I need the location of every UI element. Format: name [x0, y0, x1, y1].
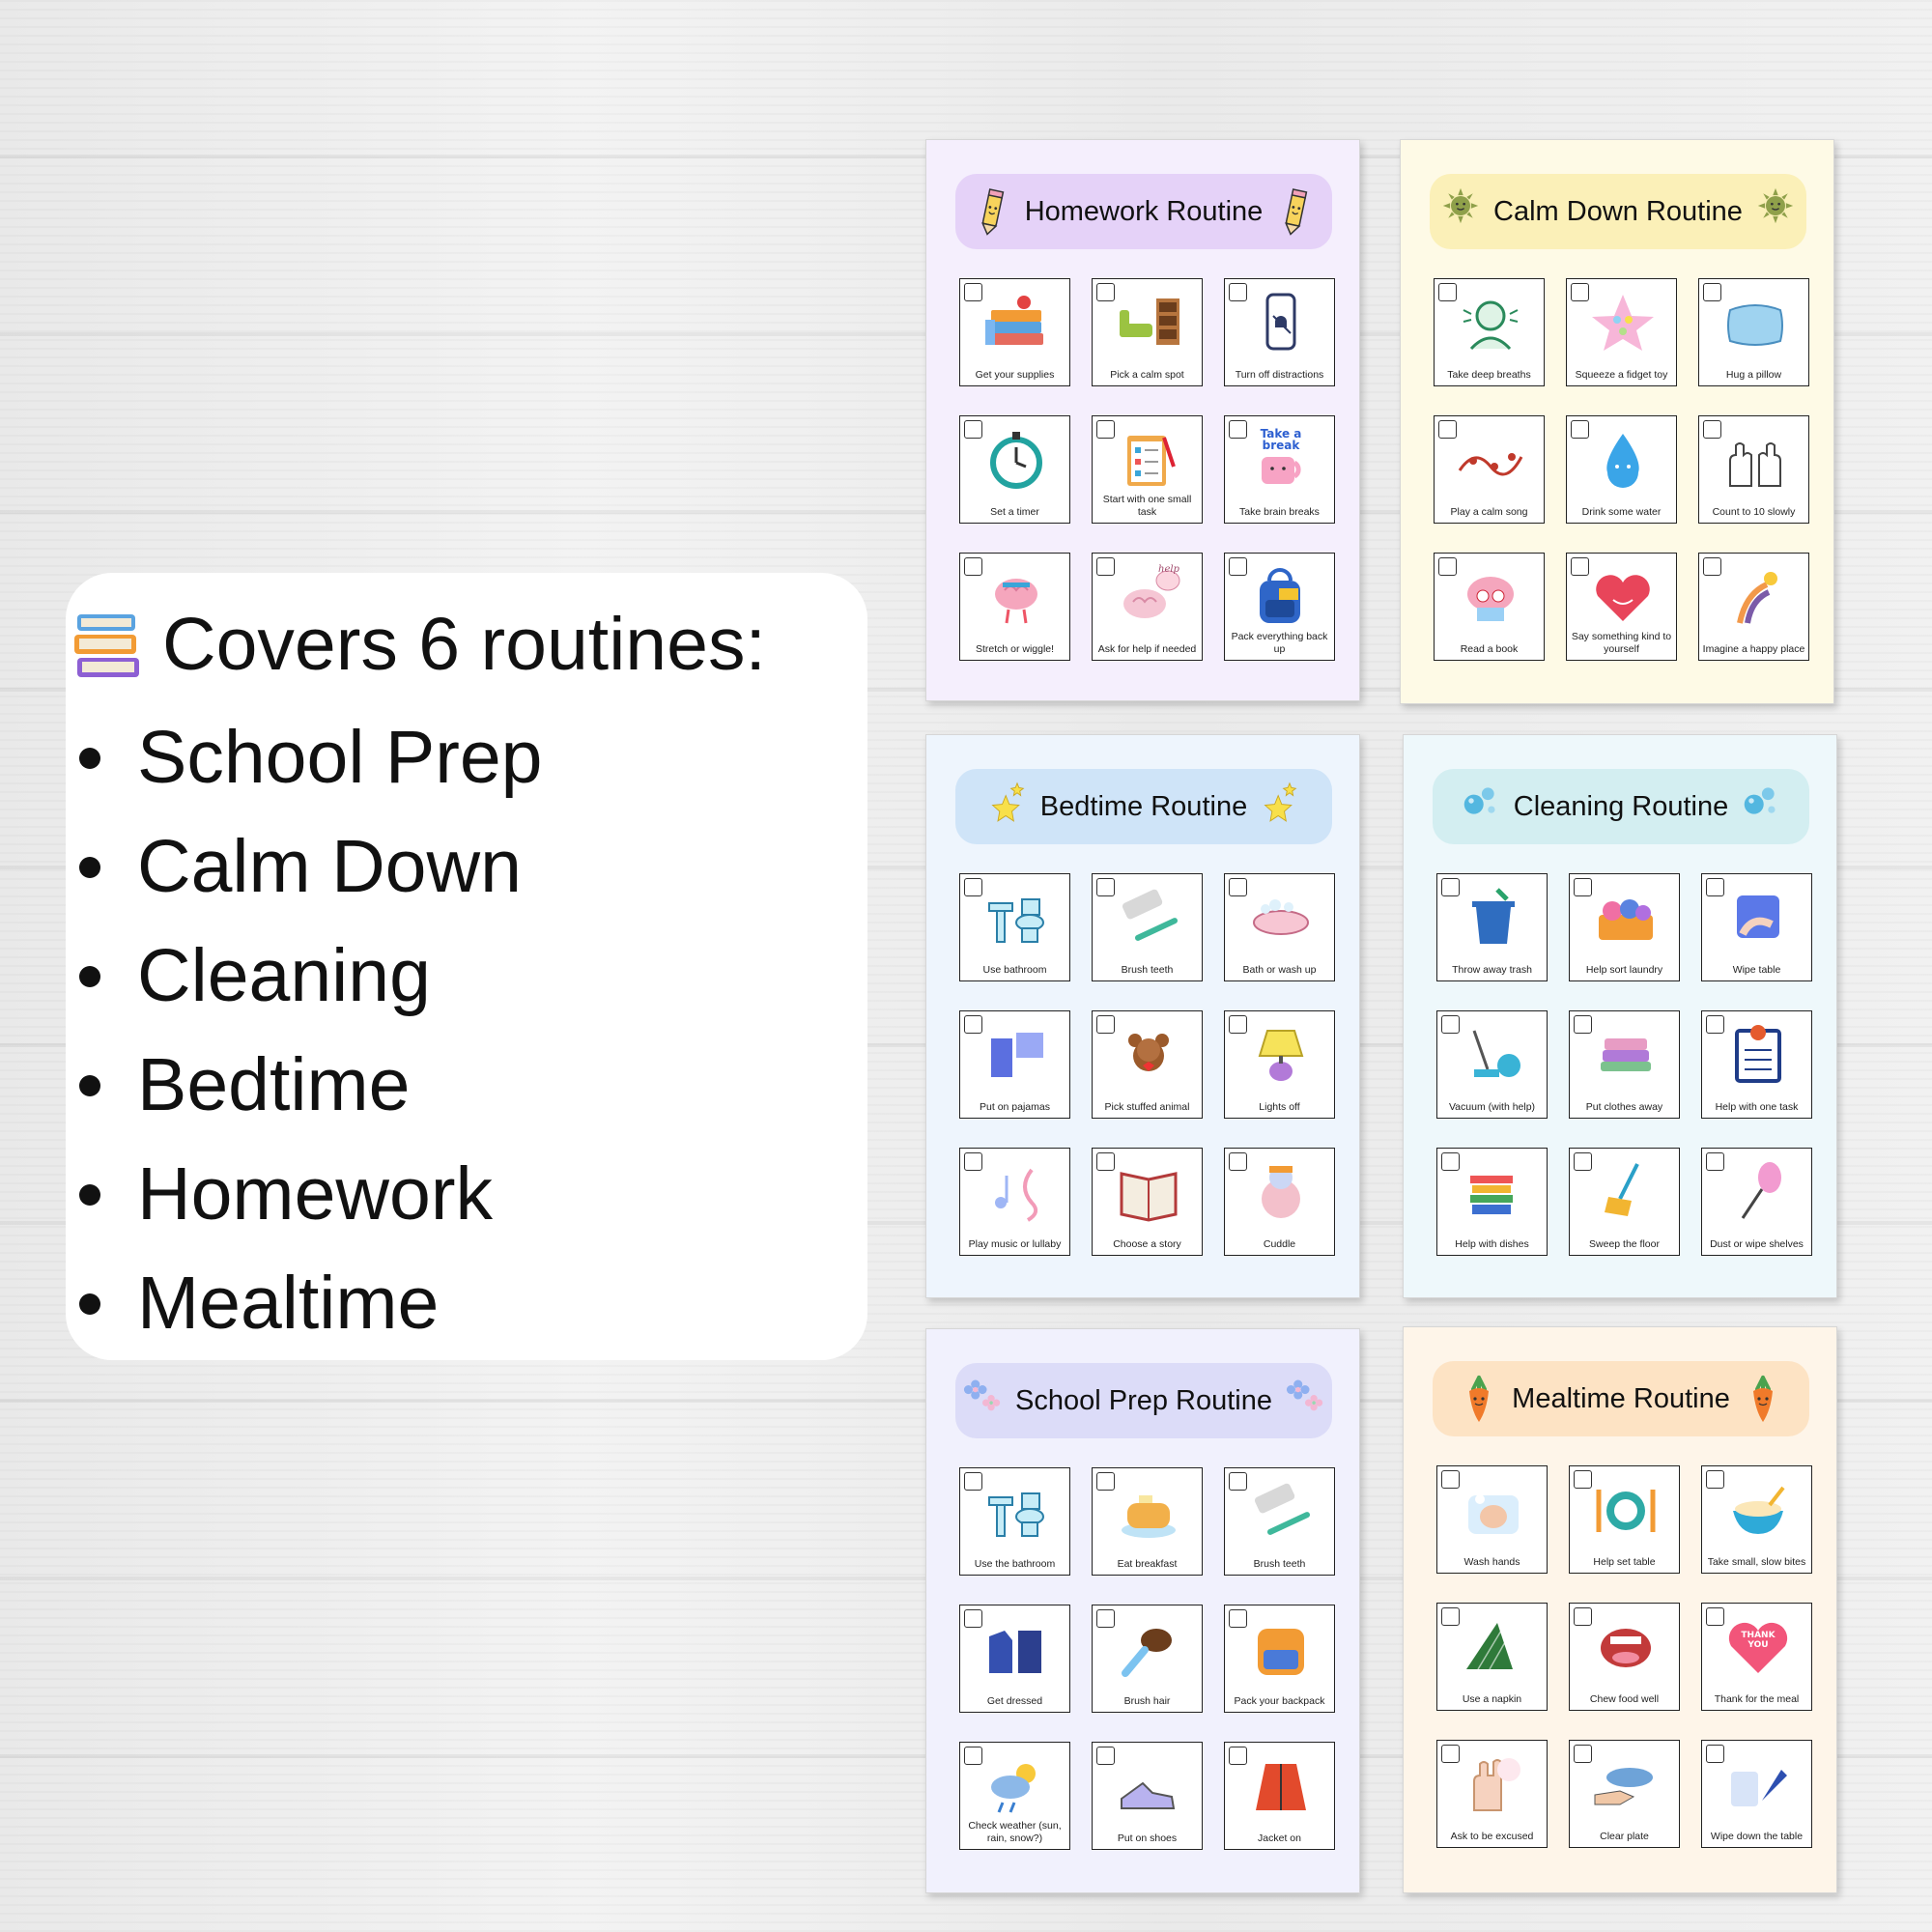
task-checkbox[interactable]: [964, 420, 982, 439]
timer-icon: [981, 426, 1051, 492]
task-checkbox[interactable]: [1096, 1015, 1115, 1034]
task-checkbox[interactable]: [1441, 1152, 1460, 1171]
routine-task-tile: [1701, 873, 1812, 981]
vacuum-illustration: [1459, 1021, 1528, 1087]
task-checkbox[interactable]: [1229, 1609, 1247, 1628]
task-label: Eat breakfast: [1117, 1558, 1178, 1570]
wipe-cloth-illustration: [1723, 884, 1793, 950]
task-label: Ask to be excused: [1450, 1831, 1534, 1842]
task-checkbox[interactable]: [1096, 1609, 1115, 1628]
task-label: Jacket on: [1258, 1833, 1301, 1844]
reading-brain-illustration: [1456, 563, 1525, 629]
cleaning-routine-card: [1403, 734, 1837, 1298]
task-label: Pick a calm spot: [1110, 369, 1184, 381]
task-checkbox[interactable]: [1229, 1015, 1247, 1034]
task-checkbox[interactable]: [1441, 1470, 1460, 1489]
task-label: Turn off distractions: [1235, 369, 1324, 381]
task-checkbox[interactable]: [1703, 557, 1721, 576]
task-label: Check weather (sun, rain, snow?): [968, 1820, 1062, 1844]
task-label: Help with one task: [1715, 1101, 1799, 1113]
bullet-icon: [79, 1184, 100, 1206]
hairbrush-illustration: [1114, 1615, 1183, 1681]
bullet-icon: [79, 748, 100, 769]
routine-task-tile: [1698, 415, 1809, 524]
clear-plate-illustration: [1591, 1750, 1661, 1816]
task-label: Choose a story: [1113, 1238, 1181, 1250]
sneakers-illustration: [1114, 1752, 1183, 1818]
routine-task-tile: [959, 1742, 1070, 1850]
card-header: [1433, 769, 1809, 844]
school-prep-routine-card: [925, 1328, 1360, 1893]
task-label: Stretch or wiggle!: [975, 643, 1055, 655]
list-item: [75, 703, 542, 812]
calm-down-routine-card: [1400, 139, 1834, 704]
task-label: Put on shoes: [1117, 1833, 1178, 1844]
spray-wipe-illustration: [1723, 1750, 1793, 1816]
task-checkbox[interactable]: [1441, 878, 1460, 896]
task-label: Count to 10 slowly: [1712, 506, 1796, 518]
routine-task-tile: [1436, 1010, 1548, 1119]
bubbles-icon: [1462, 781, 1500, 832]
task-checkbox[interactable]: [1574, 1607, 1592, 1626]
muted-phone-icon: [1246, 289, 1316, 355]
task-label: Vacuum (with help): [1448, 1101, 1536, 1113]
task-label: Take small, slow bites: [1707, 1556, 1806, 1568]
task-clipboard-illustration: [1723, 1021, 1793, 1087]
routine-task-tile: [1569, 1148, 1680, 1256]
stars-icon: [988, 781, 1027, 832]
task-checkbox[interactable]: [1706, 878, 1724, 896]
routine-task-tile: [959, 553, 1070, 661]
routine-task-tile: [1436, 1465, 1548, 1574]
list-item: [75, 1140, 542, 1249]
routine-task-tile: [1434, 278, 1545, 386]
task-checkbox[interactable]: [1441, 1015, 1460, 1034]
calm-spot-illustration: [1114, 289, 1183, 355]
sun-icon: [1441, 186, 1480, 237]
task-checkbox[interactable]: [964, 557, 982, 576]
task-label: Use a napkin: [1462, 1693, 1522, 1705]
bullet-icon: [79, 1293, 100, 1315]
routine-task-tile: [959, 278, 1070, 386]
napkin-illustration: [1459, 1613, 1528, 1679]
help-bubble-text: help: [1158, 564, 1179, 575]
routine-task-tile: [1566, 553, 1677, 661]
bullet-icon: [79, 966, 100, 987]
routine-task-tile: [1224, 873, 1335, 981]
bedtime-routine-card: [925, 734, 1360, 1298]
happy-place-illustration: [1720, 563, 1790, 629]
task-checkbox[interactable]: [1706, 1470, 1724, 1489]
task-checkbox[interactable]: [1096, 878, 1115, 896]
task-checkbox[interactable]: [1706, 1015, 1724, 1034]
toothbrush-illustration: [1246, 1478, 1316, 1544]
list-item-label: Bedtime: [137, 1043, 411, 1126]
task-label: Sweep the floor: [1589, 1238, 1660, 1250]
task-list-illustration: [1114, 426, 1183, 492]
fidget-toy-illustration: [1588, 289, 1658, 355]
routine-task-tile: [1224, 278, 1335, 386]
task-checkbox[interactable]: [964, 1747, 982, 1765]
task-label: Use bathroom: [982, 964, 1047, 976]
routine-task-tile: [1566, 278, 1677, 386]
card-header: [955, 174, 1332, 249]
task-checkbox[interactable]: [1229, 557, 1247, 576]
task-label: Wipe down the table: [1710, 1831, 1804, 1842]
task-label: Put clothes away: [1585, 1101, 1663, 1113]
task-checkbox[interactable]: [1096, 420, 1115, 439]
task-label: Drink some water: [1581, 506, 1662, 518]
card-header: [1430, 174, 1806, 249]
card-header: [955, 1363, 1332, 1438]
breathing-illustration: [1456, 289, 1525, 355]
routine-task-tile: [1224, 1148, 1335, 1256]
routine-task-tile: [1224, 415, 1335, 524]
cereal-bowl-illustration: [1723, 1476, 1793, 1542]
task-checkbox[interactable]: [1574, 1470, 1592, 1489]
routine-task-tile: [1569, 1740, 1680, 1848]
task-checkbox[interactable]: [1703, 420, 1721, 439]
break-sign-text: Take a break: [1260, 427, 1302, 452]
routine-task-tile: [1436, 1740, 1548, 1848]
routine-task-tile: [1224, 1742, 1335, 1850]
routines-info-panel: [66, 573, 867, 1360]
task-label: Play a calm song: [1450, 506, 1528, 518]
routine-task-tile: [959, 1148, 1070, 1256]
task-label: Start with one small task: [1102, 494, 1192, 518]
task-checkbox[interactable]: [1706, 1607, 1724, 1626]
chewing-mouth-illustration: [1591, 1613, 1661, 1679]
routine-task-tile: [1569, 1465, 1680, 1574]
task-label: Thank for the meal: [1714, 1693, 1800, 1705]
routine-task-tile: [1569, 1603, 1680, 1711]
routine-task-tile: [1092, 415, 1203, 524]
task-label: Brush hair: [1123, 1695, 1171, 1707]
jacket-illustration: [1246, 1752, 1316, 1818]
task-checkbox[interactable]: [1574, 1015, 1592, 1034]
routine-task-tile: [1092, 278, 1203, 386]
routine-task-tile: [1701, 1010, 1812, 1119]
bullet-icon: [79, 1075, 100, 1096]
task-label: Pack your backpack: [1234, 1695, 1325, 1707]
routine-task-tile: [1224, 1467, 1335, 1576]
task-label: Chew food well: [1589, 1693, 1660, 1705]
card-title: Homework Routine: [1024, 195, 1264, 227]
task-checkbox[interactable]: [1441, 1607, 1460, 1626]
task-checkbox[interactable]: [1441, 1745, 1460, 1763]
counting-hands-illustration: [1720, 426, 1790, 492]
pencil-icon: [1276, 186, 1315, 237]
task-label: Bath or wash up: [1242, 964, 1317, 976]
card-title: Mealtime Routine: [1512, 1382, 1730, 1414]
task-label: Use the bathroom: [974, 1558, 1056, 1570]
routine-task-tile: [1224, 1010, 1335, 1119]
list-item-label: Cleaning: [137, 934, 431, 1017]
task-checkbox[interactable]: [1571, 283, 1589, 301]
task-checkbox[interactable]: [1229, 1747, 1247, 1765]
card-header: [955, 769, 1332, 844]
homework-routine-card: [925, 139, 1360, 701]
school-backpack-illustration: [1246, 1615, 1316, 1681]
task-checkbox[interactable]: [1096, 283, 1115, 301]
task-label: Brush teeth: [1253, 1558, 1306, 1570]
task-label: Clear plate: [1600, 1831, 1649, 1842]
toothbrush-illustration: [1114, 884, 1183, 950]
task-checkbox[interactable]: [1574, 878, 1592, 896]
water-drop-illustration: [1588, 426, 1658, 492]
routine-task-tile: [1092, 1742, 1203, 1850]
task-checkbox[interactable]: [1438, 557, 1457, 576]
task-label: Help sort laundry: [1585, 964, 1663, 976]
task-label: Cuddle: [1263, 1238, 1296, 1250]
task-label: Get your supplies: [975, 369, 1055, 381]
task-label: Dust or wipe shelves: [1710, 1238, 1804, 1250]
task-label: Pack everything back up: [1231, 631, 1328, 655]
info-title: Covers 6 routines:: [162, 603, 766, 686]
raised-hand-illustration: [1459, 1750, 1528, 1816]
cuddle-illustration: [1246, 1158, 1316, 1224]
routine-task-tile: [959, 873, 1070, 981]
bathroom-illustration: [981, 884, 1051, 950]
supplies-illustration: [981, 289, 1051, 355]
task-checkbox[interactable]: [1574, 1745, 1592, 1763]
task-checkbox[interactable]: [964, 878, 982, 896]
task-label: Help set table: [1593, 1556, 1656, 1568]
task-label: Say something kind to yourself: [1571, 631, 1672, 655]
table-setting-illustration: [1591, 1476, 1661, 1542]
routine-task-tile: [1092, 1148, 1203, 1256]
weather-illustration: [981, 1752, 1051, 1818]
list-item-label: Mealtime: [137, 1262, 440, 1345]
routine-task-tile: [1569, 873, 1680, 981]
routine-task-tile: [1224, 553, 1335, 661]
routine-task-tile: [1436, 1148, 1548, 1256]
routine-task-tile: [1092, 1605, 1203, 1713]
carrot-icon: [1460, 1374, 1498, 1424]
pencil-icon: [973, 186, 1011, 237]
kind-heart-illustration: [1588, 563, 1658, 629]
task-label: Take deep breaths: [1447, 369, 1531, 381]
task-checkbox[interactable]: [1229, 283, 1247, 301]
task-checkbox[interactable]: [964, 1609, 982, 1628]
bathtub-illustration: [1246, 884, 1316, 950]
bubbles-icon: [1742, 781, 1780, 832]
teddy-bear-illustration: [1114, 1021, 1183, 1087]
card-title: Calm Down Routine: [1493, 195, 1743, 227]
card-header: [1433, 1361, 1809, 1436]
task-checkbox[interactable]: [1229, 420, 1247, 439]
routine-task-tile: [1092, 1010, 1203, 1119]
task-label: Help with dishes: [1455, 1238, 1529, 1250]
task-checkbox[interactable]: [1229, 1152, 1247, 1171]
music-notes-illustration: [981, 1158, 1051, 1224]
routine-task-tile: [1566, 415, 1677, 524]
task-checkbox[interactable]: [964, 1472, 982, 1491]
calm-song-illustration: [1456, 426, 1525, 492]
list-item-label: School Prep: [137, 716, 543, 799]
task-label: Wipe table: [1732, 964, 1781, 976]
task-checkbox[interactable]: [1229, 878, 1247, 896]
task-checkbox[interactable]: [1571, 420, 1589, 439]
routine-task-tile: [1701, 1603, 1812, 1711]
task-label: Throw away trash: [1452, 964, 1532, 976]
routine-task-tile: [1698, 553, 1809, 661]
lamp-illustration: [1246, 1021, 1316, 1087]
laundry-basket-illustration: [1591, 884, 1661, 950]
task-label: Play music or lullaby: [968, 1238, 1062, 1250]
routine-task-tile: [1224, 1605, 1335, 1713]
task-label: Lights off: [1259, 1101, 1300, 1113]
list-item-label: Homework: [137, 1152, 493, 1236]
info-heading: [71, 602, 766, 688]
bullet-icon: [79, 857, 100, 878]
routine-task-tile: [1092, 873, 1203, 981]
thank-you-sign-text: THANK YOU: [1741, 1631, 1776, 1650]
task-checkbox[interactable]: [1438, 420, 1457, 439]
task-checkbox[interactable]: [1096, 1472, 1115, 1491]
task-label: Brush teeth: [1121, 964, 1174, 976]
pajamas-illustration: [981, 1021, 1051, 1087]
sun-icon: [1756, 186, 1795, 237]
task-label: Take brain breaks: [1239, 506, 1320, 518]
task-label: Pick stuffed animal: [1104, 1101, 1190, 1113]
flower-icon: [963, 1376, 1002, 1426]
list-item: [75, 1249, 542, 1358]
routine-task-tile: [1569, 1010, 1680, 1119]
routine-task-tile: [1436, 1603, 1548, 1711]
task-checkbox[interactable]: [1096, 557, 1115, 576]
task-checkbox[interactable]: [964, 1015, 982, 1034]
task-label: Get dressed: [986, 1695, 1043, 1707]
routine-task-tile: [1434, 415, 1545, 524]
routine-task-tile: [959, 1467, 1070, 1576]
routine-task-tile: [1698, 278, 1809, 386]
task-label: Hug a pillow: [1725, 369, 1782, 381]
list-item: [75, 812, 542, 922]
task-checkbox[interactable]: [1574, 1152, 1592, 1171]
list-item-label: Calm Down: [137, 825, 522, 908]
carrot-icon: [1744, 1374, 1782, 1424]
broom-illustration: [1591, 1158, 1661, 1224]
task-label: Ask for help if needed: [1097, 643, 1197, 655]
dishes-illustration: [1459, 1158, 1528, 1224]
task-checkbox[interactable]: [1703, 283, 1721, 301]
task-checkbox[interactable]: [1229, 1472, 1247, 1491]
routine-task-tile: [959, 1010, 1070, 1119]
trash-can-illustration: [1459, 884, 1528, 950]
card-title: School Prep Routine: [1015, 1384, 1272, 1416]
task-label: Put on pajamas: [980, 1101, 1050, 1113]
routine-task-tile: [1436, 873, 1548, 981]
task-checkbox[interactable]: [964, 1152, 982, 1171]
routine-task-tile: [1701, 1740, 1812, 1848]
task-checkbox[interactable]: [1438, 283, 1457, 301]
routine-list: [75, 703, 542, 1358]
task-checkbox[interactable]: [1706, 1745, 1724, 1763]
task-label: Wash hands: [1463, 1556, 1520, 1568]
task-checkbox[interactable]: [1096, 1152, 1115, 1171]
bathroom-illustration: [981, 1478, 1051, 1544]
pancakes-illustration: [1114, 1478, 1183, 1544]
task-label: Set a timer: [990, 506, 1039, 518]
card-title: Cleaning Routine: [1513, 790, 1729, 822]
storybook-illustration: [1114, 1158, 1183, 1224]
task-checkbox[interactable]: [964, 283, 982, 301]
routine-task-tile: [959, 415, 1070, 524]
task-checkbox[interactable]: [1706, 1152, 1724, 1171]
routine-task-tile: [1434, 553, 1545, 661]
task-label: Squeeze a fidget toy: [1575, 369, 1668, 381]
task-checkbox[interactable]: [1571, 557, 1589, 576]
books-icon: [71, 609, 145, 682]
backpack-illustration: [1246, 563, 1316, 629]
mealtime-routine-card: [1403, 1326, 1837, 1893]
routine-task-tile: [1092, 553, 1203, 661]
routine-task-tile: [959, 1605, 1070, 1713]
routine-task-tile: [1701, 1465, 1812, 1574]
task-checkbox[interactable]: [1096, 1747, 1115, 1765]
routine-task-tile: [1092, 1467, 1203, 1576]
list-item: [75, 1031, 542, 1140]
task-label: Read a book: [1460, 643, 1519, 655]
card-title: Bedtime Routine: [1039, 790, 1248, 822]
stretching-brain-illustration: [981, 563, 1051, 629]
duster-illustration: [1723, 1158, 1793, 1224]
washing-hands-illustration: [1459, 1476, 1528, 1542]
stars-icon: [1261, 781, 1299, 832]
flower-icon: [1286, 1376, 1324, 1426]
list-item: [75, 922, 542, 1031]
routine-task-tile: [1701, 1148, 1812, 1256]
task-label: Imagine a happy place: [1702, 643, 1805, 655]
pillow-illustration: [1720, 289, 1790, 355]
folded-clothes-illustration: [1591, 1021, 1661, 1087]
uniform-illustration: [981, 1615, 1051, 1681]
